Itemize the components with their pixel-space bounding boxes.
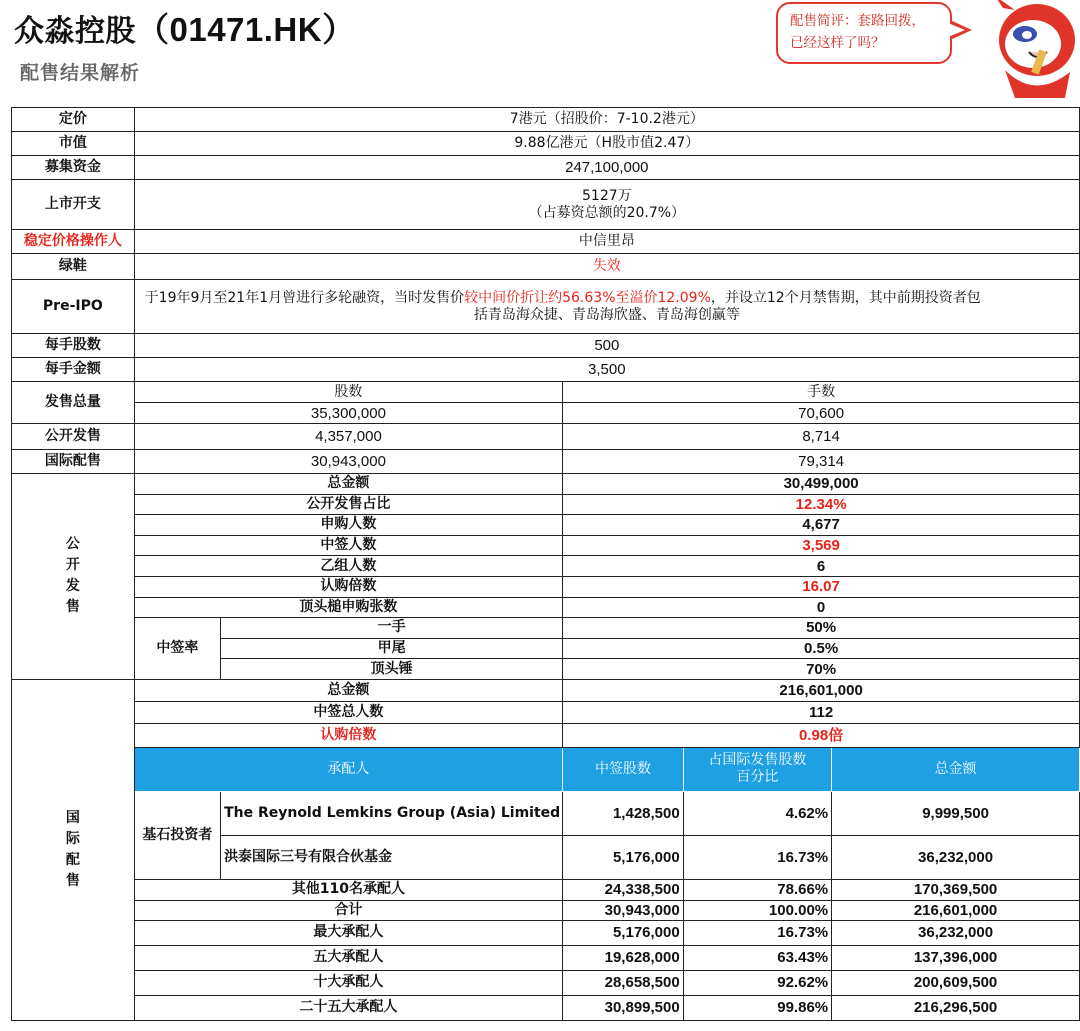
table-row (12, 450, 1080, 474)
table-row (12, 474, 1080, 495)
table-row (12, 254, 1080, 280)
public-item-label: 顶头槌申购张数 (134, 597, 563, 618)
table-row (12, 879, 1080, 900)
summary-shares: 28,658,500 (563, 970, 684, 995)
pricing-label: 定价 (12, 108, 135, 132)
preipo-text-a: 于19年9月至21年1月曾进行多轮融资，当时发售价 (144, 289, 465, 306)
summary-label: 最大承配人 (134, 920, 563, 945)
rate-item-label: 甲尾 (221, 638, 563, 659)
preipo-text-c: ，并设立12个月禁售期，其中前期投资者包 (710, 289, 981, 306)
lot-shares-label: 每手股数 (12, 334, 135, 358)
public-item-value: 30,499,000 (563, 474, 1080, 495)
summary-label: 二十五大承配人 (134, 995, 563, 1020)
pct-header-line2: 百分比 (736, 769, 779, 786)
listing-cost-label: 上市开支 (12, 180, 135, 230)
offer-shares-header: 股数 (134, 382, 563, 403)
preipo-text-line2: 括青岛海众捷、青岛海欣盛、青岛海创赢等 (473, 306, 740, 323)
summary-amount: 216,296,500 (832, 995, 1080, 1020)
pricing-value: 7港元（招股价：7-10.2港元） (134, 108, 1079, 132)
offer-total-label: 发售总量 (12, 382, 135, 424)
table-row (12, 535, 1080, 556)
lot-shares-value: 500 (134, 334, 1079, 358)
comment-line-2: 已经这样了吗？ (790, 35, 885, 51)
public-item-label: 申购人数 (134, 515, 563, 536)
summary-pct: 63.43% (683, 945, 831, 970)
summary-amount: 216,601,000 (832, 900, 1080, 920)
stabilizer-value: 中信里昂 (134, 230, 1079, 254)
pct-header-line1: 占国际发售股数 (708, 752, 807, 769)
public-item-value: 0 (563, 597, 1080, 618)
cornerstone-shares: 5,176,000 (563, 835, 684, 879)
summary-shares: 19,628,000 (563, 945, 684, 970)
summary-label: 其他110名承配人 (134, 879, 563, 900)
table-row (12, 403, 1080, 424)
public-section-char: 发 (65, 578, 80, 595)
company-name: 众淼控股 (14, 14, 136, 49)
summary-label: 十大承配人 (134, 970, 563, 995)
summary-amount: 170,369,500 (832, 879, 1080, 900)
intl-sub-value: 0.98倍 (563, 723, 1080, 747)
offer-total-shares: 35,300,000 (134, 403, 563, 424)
table-row (12, 108, 1080, 132)
summary-pct: 100.00% (683, 900, 831, 920)
public-item-value: 6 (563, 556, 1080, 577)
table-row (12, 747, 1080, 791)
offer-total-lots: 70,600 (563, 403, 1080, 424)
table-row (12, 920, 1080, 945)
public-item-value: 12.34% (563, 494, 1080, 515)
table-row (12, 701, 1080, 723)
table-row (12, 945, 1080, 970)
public-item-value: 16.07 (563, 576, 1080, 597)
public-offer-shares: 4,357,000 (134, 424, 563, 450)
table-row (12, 970, 1080, 995)
table-row (12, 382, 1080, 403)
intl-offer-section-label (12, 679, 135, 1020)
intl-placees-label: 中签总人数 (134, 701, 563, 723)
table-row (12, 424, 1080, 450)
public-section-char: 公 (65, 536, 80, 553)
greenshoe-value: 失效 (134, 254, 1079, 280)
cornerstone-name: 洪泰国际三号有限合伙基金 (221, 835, 563, 879)
table-row (12, 618, 1080, 639)
intl-total-amount-value: 216,601,000 (563, 679, 1080, 701)
table-body (12, 108, 1080, 1021)
shares-col-header: 中签股数 (563, 747, 684, 791)
table-row (12, 280, 1080, 334)
public-section-char: 开 (65, 557, 80, 574)
comment-bubble (776, 2, 952, 64)
summary-shares: 5,176,000 (563, 920, 684, 945)
greenshoe-label: 绿鞋 (12, 254, 135, 280)
cornerstone-pct: 4.62% (683, 791, 831, 835)
page-subtitle: 配售结果解析 (20, 62, 141, 84)
intl-section-char: 售 (65, 872, 80, 889)
intl-offer-lots: 79,314 (563, 450, 1080, 474)
table-row (12, 900, 1080, 920)
intl-section-char: 国 (65, 809, 80, 826)
table-row (12, 494, 1080, 515)
stock-code: （01471.HK） (136, 11, 356, 48)
public-offer-label: 公开发售 (12, 424, 135, 450)
summary-amount: 200,609,500 (832, 970, 1080, 995)
table-row (12, 679, 1080, 701)
cornerstone-shares: 1,428,500 (563, 791, 684, 835)
public-item-label: 中签人数 (134, 535, 563, 556)
raised-label: 募集资金 (12, 156, 135, 180)
intl-sub-label: 认购倍数 (134, 723, 563, 747)
table-row (12, 334, 1080, 358)
table-row (12, 132, 1080, 156)
table-row (12, 723, 1080, 747)
cornerstone-amount: 36,232,000 (832, 835, 1080, 879)
public-offer-section-label (12, 474, 135, 680)
allotment-rate-label: 中签率 (134, 618, 220, 680)
lot-amount-value: 3,500 (134, 358, 1079, 382)
table-row (12, 230, 1080, 254)
cornerstone-pct: 16.73% (683, 835, 831, 879)
preipo-value (134, 280, 1079, 334)
table-row (12, 597, 1080, 618)
table-row (12, 156, 1080, 180)
table-row (12, 358, 1080, 382)
table-row (12, 180, 1080, 230)
pct-col-header (683, 747, 831, 791)
intl-section-char: 配 (65, 851, 80, 868)
placee-col-header: 承配人 (134, 747, 563, 791)
intl-offer-shares: 30,943,000 (134, 450, 563, 474)
market-cap-label: 市值 (12, 132, 135, 156)
summary-pct: 78.66% (683, 879, 831, 900)
public-item-value: 3,569 (563, 535, 1080, 556)
table-row (12, 576, 1080, 597)
placing-results-table (11, 107, 1080, 1021)
summary-pct: 16.73% (683, 920, 831, 945)
public-item-label: 公开发售占比 (134, 494, 563, 515)
public-item-label: 总金额 (134, 474, 563, 495)
table-row (12, 995, 1080, 1020)
mascot-icon (985, 0, 1080, 100)
bubble-tail (950, 20, 972, 40)
rate-item-value: 0.5% (563, 638, 1080, 659)
summary-pct: 99.86% (683, 995, 831, 1020)
summary-shares: 30,943,000 (563, 900, 684, 920)
rate-item-value: 50% (563, 618, 1080, 639)
preipo-text-highlight: 较中间价折让约56.63%至溢价12.09% (464, 289, 711, 306)
listing-cost-pct: （占募资总额的20.7%） (528, 204, 686, 221)
summary-label: 五大承配人 (134, 945, 563, 970)
summary-shares: 24,338,500 (563, 879, 684, 900)
public-section-char: 售 (65, 599, 80, 616)
preipo-label: Pre-IPO (12, 280, 135, 334)
listing-cost-amount: 5127万 (582, 187, 632, 204)
public-offer-lots: 8,714 (563, 424, 1080, 450)
summary-shares: 30,899,500 (563, 995, 684, 1020)
rate-item-value: 70% (563, 659, 1080, 680)
public-item-label: 认购倍数 (134, 576, 563, 597)
intl-offer-label: 国际配售 (12, 450, 135, 474)
intl-total-amount-label: 总金额 (134, 679, 563, 701)
amount-col-header: 总金额 (832, 747, 1080, 791)
summary-label: 合计 (134, 900, 563, 920)
rate-item-label: 一手 (221, 618, 563, 639)
public-item-value: 4,677 (563, 515, 1080, 536)
rate-item-label: 顶头锤 (221, 659, 563, 680)
summary-amount: 36,232,000 (832, 920, 1080, 945)
cornerstone-label: 基石投资者 (134, 791, 220, 879)
public-item-label: 乙组人数 (134, 556, 563, 577)
table-row (12, 791, 1080, 835)
listing-cost-value (134, 180, 1079, 230)
table-row (12, 515, 1080, 536)
comment-line-1: 配售简评：套路回拨， (790, 13, 925, 29)
summary-pct: 92.62% (683, 970, 831, 995)
market-cap-value: 9.88亿港元（H股市值2.47） (134, 132, 1079, 156)
raised-value: 247,100,000 (134, 156, 1079, 180)
intl-placees-value: 112 (563, 701, 1080, 723)
table-row (12, 556, 1080, 577)
offer-lots-header: 手数 (563, 382, 1080, 403)
stabilizer-label: 稳定价格操作人 (12, 230, 135, 254)
summary-amount: 137,396,000 (832, 945, 1080, 970)
cornerstone-amount: 9,999,500 (832, 791, 1080, 835)
intl-section-char: 际 (65, 830, 80, 847)
lot-amount-label: 每手金额 (12, 358, 135, 382)
page-title (14, 4, 356, 51)
cornerstone-name: The Reynold Lemkins Group (Asia) Limited (221, 791, 563, 835)
